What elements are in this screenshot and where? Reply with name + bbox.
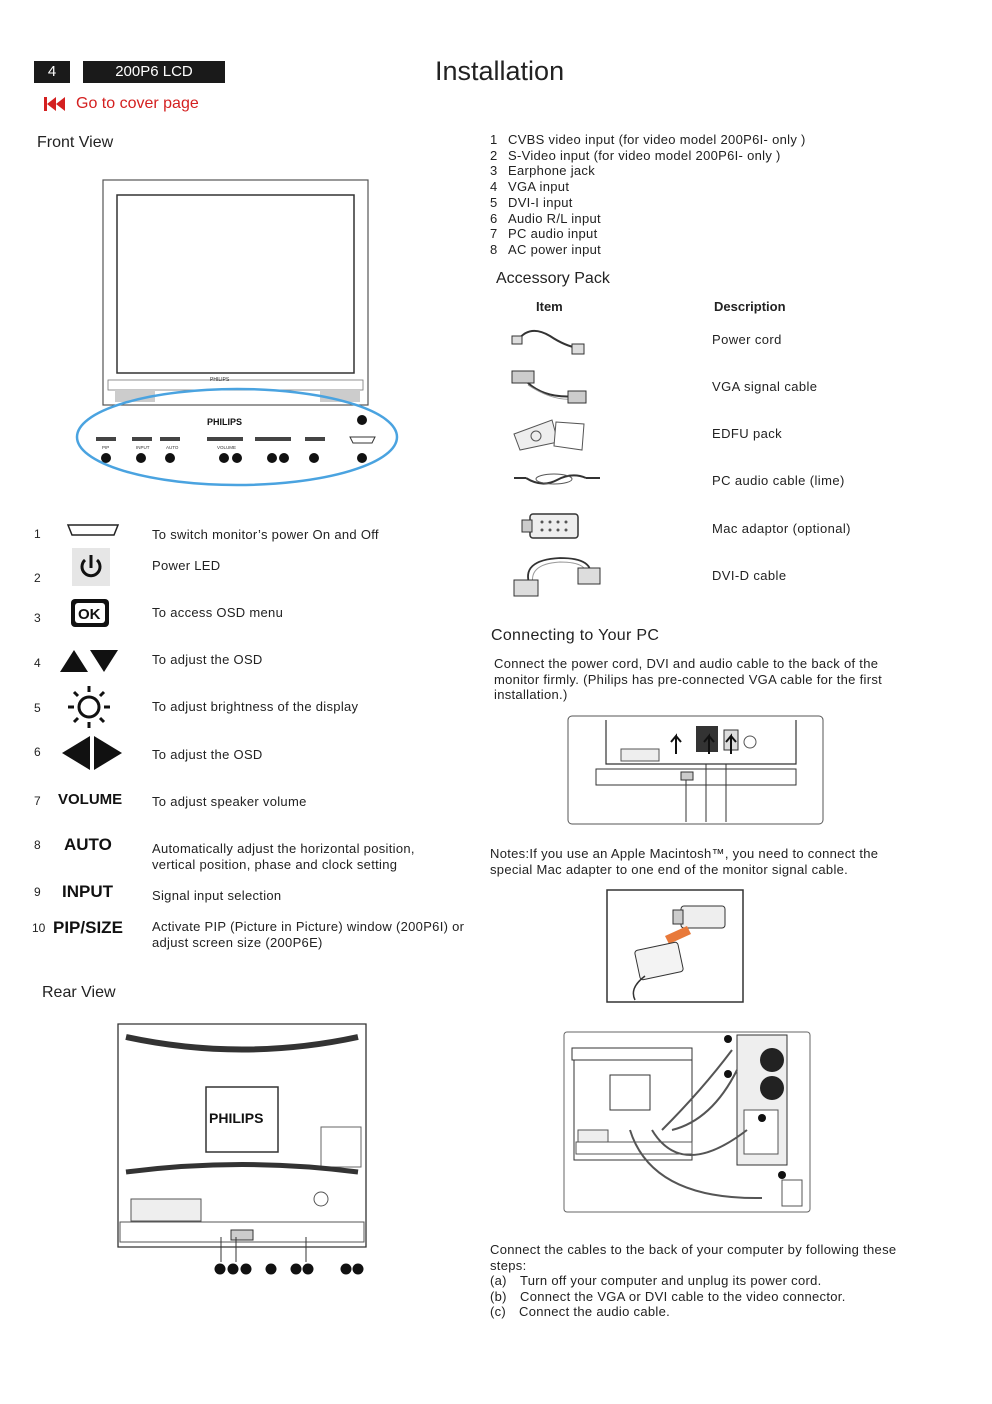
cover-page-link[interactable] [44, 95, 199, 113]
audio-cable-icon [512, 466, 602, 492]
row-number: 8 [34, 838, 41, 852]
left-right-arrows-icon [60, 734, 124, 772]
ok-icon [70, 598, 110, 628]
accessory-heading: Accessory Pack [496, 270, 610, 287]
row-number: 6 [34, 745, 41, 759]
pip-size-label: PIP/SIZE [53, 918, 123, 937]
input-label: INPUT [62, 882, 113, 901]
row-text: Automatically adjust the horizontal position, vertical position, phase and clock setting [152, 841, 415, 872]
front-brand: PHILIPS [207, 417, 243, 427]
dvi-cable-icon [510, 550, 604, 602]
up-down-arrows-icon [58, 648, 120, 674]
input-list [490, 132, 806, 258]
list-item: 8 AC power input [490, 241, 602, 257]
row-text: To adjust the OSD [152, 652, 263, 667]
front-brand-small: PHILIPS [210, 377, 230, 383]
accessory-desc: EDFU pack [712, 426, 783, 441]
row-text: To adjust speaker volume [152, 794, 307, 809]
row-number: 2 [34, 571, 41, 585]
mac-notes: Notes:If you use an Apple Macintosh™, you need to connect the special Mac adapter to one end of the monitor signal cable. [490, 846, 879, 877]
item-column-header: Item [536, 299, 563, 314]
page-number: 4 [34, 61, 70, 83]
list-item: (c) Connect the audio cable. [490, 1304, 671, 1319]
connecting-heading: Connecting to Your PC [491, 627, 660, 644]
rear-brand: PHILIPS [209, 1110, 264, 1126]
row-number: 5 [34, 701, 41, 715]
row-text: To access OSD menu [152, 605, 284, 620]
list-item: 4 VGA input [490, 179, 570, 195]
list-item: 7 PC audio input [490, 226, 598, 242]
accessory-desc: Power cord [712, 332, 782, 347]
row-text: Signal input selection [152, 888, 282, 903]
panel-label-volume: VOLUME [217, 445, 237, 450]
power-button-icon [66, 523, 120, 537]
list-item: 6 Audio R/L input [490, 210, 601, 226]
edfu-pack-icon [512, 412, 590, 452]
list-item: 5 DVI-I input [490, 194, 573, 210]
list-item: (b) Connect the VGA or DVI cable to the video connector. [490, 1288, 846, 1304]
volume-label: VOLUME [58, 791, 123, 808]
vga-cable-icon [508, 365, 592, 407]
accessory-desc: VGA signal cable [712, 379, 818, 394]
row-text: Activate PIP (Picture in Picture) window (200P6I) or adjust screen size (200P6E) [152, 919, 465, 950]
panel-label-auto: AUTO [166, 445, 179, 450]
power-cord-icon [510, 322, 590, 360]
brightness-icon [66, 684, 112, 730]
svg-text:OK: OK [78, 606, 101, 623]
mac-adaptor-icon [520, 508, 584, 544]
rear-view-diagram [116, 1022, 406, 1287]
row-text: To adjust brightness of the display [152, 699, 359, 714]
row-number: 10 [32, 921, 46, 935]
pc-connection-diagram [562, 1030, 812, 1214]
auto-label: AUTO [64, 835, 112, 854]
front-view-diagram [70, 175, 405, 495]
row-text: To adjust the OSD [152, 747, 263, 762]
power-led-icon [72, 548, 110, 586]
list-item: 3 Earphone jack [490, 163, 596, 179]
front-view-heading: Front View [37, 134, 114, 151]
list-item: 2 S-Video input (for video model 200P6I- only ) [490, 147, 781, 163]
rear-view-heading: Rear View [42, 984, 116, 1001]
accessory-desc: DVI-D cable [712, 568, 787, 583]
mac-adapter-diagram [605, 888, 745, 1004]
panel-label-pip: PIP [102, 445, 110, 450]
steps-list [490, 1273, 846, 1320]
page-title: Installation [435, 56, 565, 86]
row-number: 9 [34, 885, 41, 899]
accessory-desc: Mac adaptor (optional) [712, 521, 851, 536]
row-number: 1 [34, 527, 41, 541]
row-number: 3 [34, 611, 41, 625]
row-number: 4 [34, 656, 41, 670]
steps-intro: Connect the cables to the back of your computer by following these steps: [490, 1242, 897, 1273]
description-column-header: Description [714, 299, 786, 314]
rear-connection-diagram [566, 714, 826, 826]
panel-label-input: INPUT [136, 445, 150, 450]
accessory-desc: PC audio cable (lime) [712, 473, 845, 488]
connecting-intro: Connect the power cord, DVI and audio cable to the back of the monitor firmly. (Philips has pre-connected VGA cable for the first installation.) [494, 656, 883, 702]
list-item: (a) Turn off your computer and unplug its power cord. [490, 1273, 822, 1288]
model-label: 200P6 LCD [83, 61, 225, 83]
list-item: 1 CVBS video input (for video model 200P6I- only ) [490, 132, 806, 147]
skip-back-icon [44, 96, 66, 112]
row-text: To switch monitor’s power On and Off [152, 527, 379, 542]
cover-link-label: Go to cover page [76, 95, 199, 112]
row-text: Power LED [152, 558, 221, 573]
row-number: 7 [34, 794, 41, 808]
